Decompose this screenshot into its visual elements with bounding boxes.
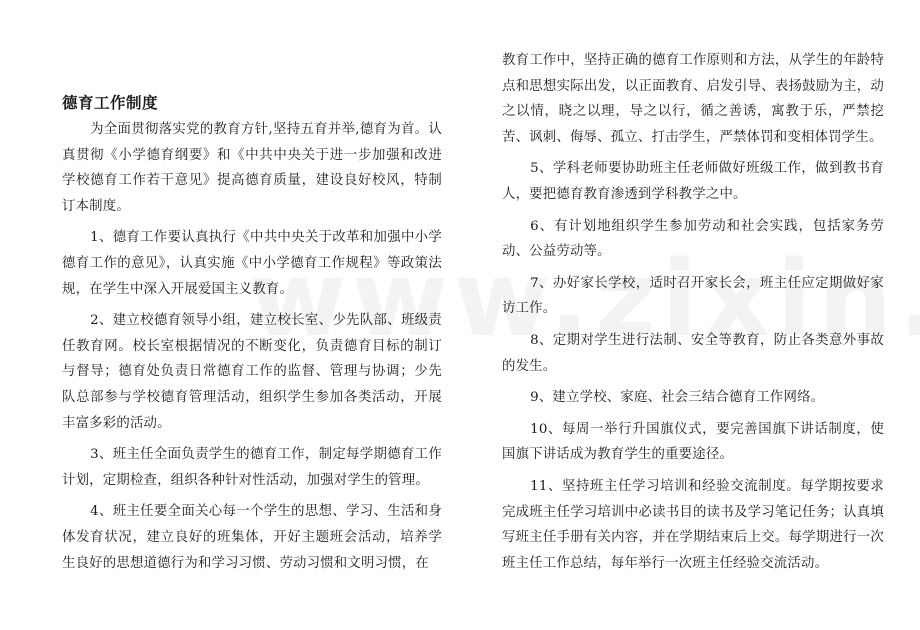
intro-paragraph: 为全面贯彻落实党的教育方针,坚持五育并举,德育为首。认真贯彻《小学德育纲要》和《中共中央关于进一步加强和改进学校德育工作若干意见》提高德育质量，建设良好校风，特制订本制度。	[62, 122, 442, 214]
clause-3-paragraph: 3、班主任全面负责学生的德育工作，制定每学期德育工作计划，定期检查，组织各种针对性活动，加强对学生的管理。	[62, 447, 442, 488]
clause-1-paragraph: 1、德育工作要认真执行《中共中央关于改革和加强中小学德育工作的意见》，认真实施《中小学德育工作规程》等政策法规，在学生中深入开展爱国主义教育。	[62, 230, 442, 297]
clause-11-paragraph: 11、坚持班主任学习培训和经验交流制度。每学期按要求完成班主任学习培训中必读书目的读书及学习笔记任务；认真填写班主任手册有关内容，并在学期结束后上交。每学期进行一次班主任工作总结，每年举行一次班主任经验交流活动。	[502, 478, 884, 571]
document-title: 德育工作制度	[62, 94, 159, 112]
clause-6-paragraph: 6、有计划地组织学生参加劳动和社会实践，包括家务劳动、公益劳动等。	[502, 218, 884, 260]
clause-7-paragraph: 7、办好家长学校，适时召开家长会，班主任应定期做好家访工作。	[502, 275, 884, 317]
clause-5-paragraph: 5、学科老师要协助班主任老师做好班级工作，做到教书育人，要把德育教育渗透到学科教学之中。	[502, 161, 884, 202]
clause-9-paragraph: 9、建立学校、家庭、社会三结合德育工作网络。	[530, 390, 825, 406]
clause-4-paragraph: 4、班主任要全面关心每一个学生的思想、学习、生活和身体发育状况，建立良好的班集体，开好主题班会活动，培养学生良好的思想道德行为和学习习惯、劳动习惯和文明习惯，在	[62, 504, 442, 571]
clause-2-paragraph: 2、建立校德育领导小组，建立校长室、少先队部、班级责任教育网。校长室根据情况的不断变化，负责德育目标的制订与督导；德育处负责日常德育工作的监督、管理与协调；少先队总部参与学校德育管理活动，组织学生参加各类活动，开展丰富多彩的活动。	[62, 313, 442, 431]
right-column-body	[502, 48, 884, 576]
clause-8-paragraph: 8、定期对学生进行法制、安全等教育，防止各类意外事故的发生。	[502, 332, 884, 374]
left-column-body	[62, 117, 442, 576]
clause-10-paragraph: 10、每周一举行升国旗仪式，要完善国旗下讲话制度，使国旗下讲话成为教育学生的重要途径。	[502, 421, 884, 463]
clause-4-continuation: 教育工作中，坚持正确的德育工作原则和方法，从学生的年龄特点和思想实际出发，以正面教育、启发引导、表扬鼓励为主，动之以情，晓之以理，导之以行，循之善诱，寓教于乐，严禁挖苦、讽刺、侮辱、孤立、打击学生，严禁体罚和变相体罚学生。	[502, 53, 884, 145]
